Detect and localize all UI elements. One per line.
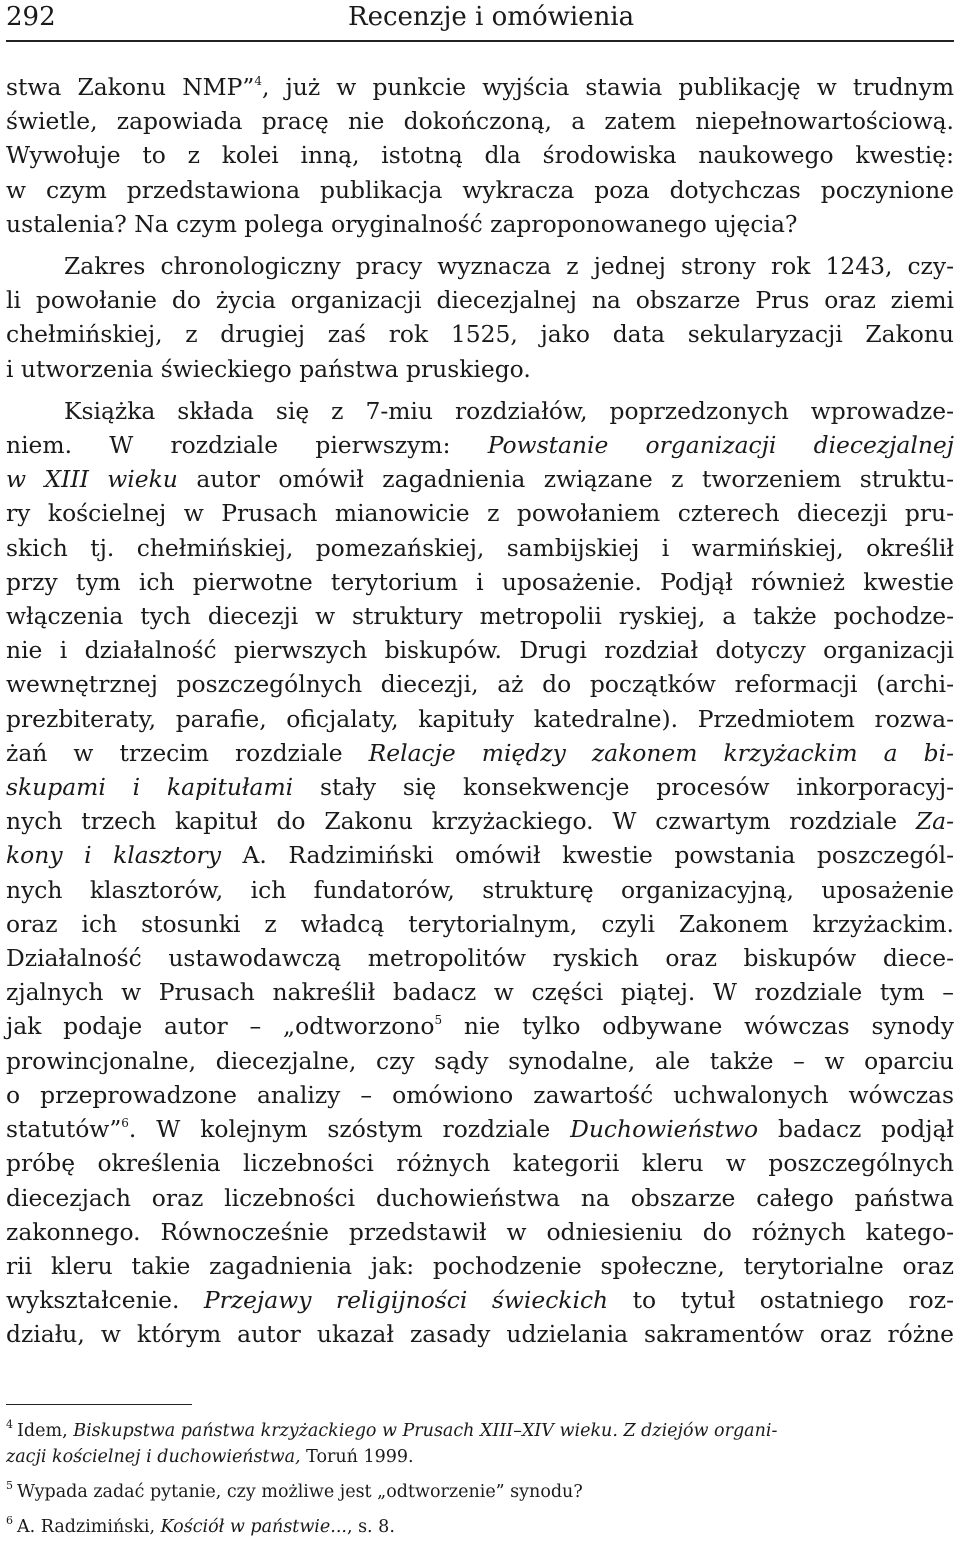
text-line bbox=[6, 838, 954, 872]
text-line: zjalnych w Prusach nakreślił badacz w części piątej. W rozdziale tym – bbox=[6, 978, 954, 1007]
text-line: włączenia tych diecezji w struktury metropolii ryskiej, a także pochodze- bbox=[6, 602, 954, 631]
text-line: skich tj. chełmińskiej, pomezańskiej, sambijskiej i warmińskiej, określił bbox=[6, 533, 954, 562]
body-text bbox=[6, 70, 954, 1352]
text-span: Wypada zadać pytanie, czy możliwe jest „odtworzenie” synodu? bbox=[17, 1482, 583, 1502]
text-span: Idem, bbox=[17, 1421, 74, 1441]
cited-title: Kościół w państwie... bbox=[160, 1517, 347, 1537]
footnote-6 bbox=[6, 1514, 954, 1540]
cited-title: Biskupstwa państwa krzyżackiego w Prusach XIII–XIV wieku. Z dziejów organi- bbox=[73, 1421, 778, 1441]
text-line bbox=[6, 770, 954, 804]
text-span: . W kolejnym szóstym rozdziale bbox=[128, 1115, 571, 1144]
text-span: wykształcenie. bbox=[6, 1286, 204, 1315]
text-line: Zakres chronologiczny pracy wyznacza z jednej strony rok 1243, czy- bbox=[64, 252, 954, 281]
chapter-title: Relacje między zakonem krzyżackim a bi- bbox=[368, 738, 954, 767]
text-line: prowincjonalne, diecezjalne, czy sądy synodalne, ale także – w oparciu bbox=[6, 1046, 954, 1075]
text-line: świetle, zapowiada pracę nie dokończoną, a zatem niepełnowartościową. bbox=[6, 107, 954, 136]
text-line: i utworzenia świeckiego państwa pruskiego. bbox=[6, 354, 531, 383]
text-span: statutów” bbox=[6, 1115, 122, 1144]
text-span: , s. 8. bbox=[346, 1517, 395, 1537]
text-line: przy tym ich pierwotne terytorium i uposażenie. Podjął również kwestie bbox=[6, 567, 954, 596]
text-line: chełmińskiej, z drugiej zaś rok 1525, jako data sekularyzacji Zakonu bbox=[6, 320, 954, 349]
text-span: nie tylko odbywane wówczas synody bbox=[442, 1012, 954, 1041]
text-line: prezbiteraty, parafie, oficjalaty, kapituły katedralne). Przedmiotem rozwa- bbox=[6, 704, 954, 733]
text-span: stały się konsekwencje procesów inkorporacyj- bbox=[293, 773, 954, 802]
text-span: Toruń 1999. bbox=[300, 1447, 414, 1467]
footnote-number: 5 bbox=[6, 1479, 13, 1492]
text-line bbox=[6, 428, 954, 462]
text-line: wewnętrznej poszczególnych diecezji, aż do początków reformacji (archi- bbox=[6, 670, 954, 699]
text-line bbox=[6, 804, 954, 838]
text-line: Wywołuje to z kolei inną, istotną dla środowiska naukowego kwestię: bbox=[6, 141, 954, 170]
text-span: niem. W rozdziale pierwszym: bbox=[6, 431, 488, 460]
text-span: jak podaje autor – „odtworzono bbox=[6, 1012, 435, 1041]
text-line: Działalność ustawodawczą metropolitów ryskich oraz biskupów diece- bbox=[6, 944, 954, 973]
footnote-4-cont bbox=[6, 1444, 954, 1470]
text-span: nych trzech kapituł do Zakonu krzyżackiego. W czwartym rozdziale bbox=[6, 807, 916, 836]
text-line: o przeprowadzone analizy – omówiono zawartość uchwalonych wówczas bbox=[6, 1080, 954, 1109]
page-header bbox=[6, 0, 954, 42]
text-line bbox=[6, 1283, 954, 1317]
text-span: badacz podjął bbox=[758, 1115, 954, 1144]
text-line: diecezjach oraz liczebności duchowieństwa na obszarze całego państwa bbox=[6, 1183, 954, 1212]
footnote-ref-6[interactable]: 6 bbox=[121, 1116, 129, 1131]
text-line: rii kleru takie zagadnienia jak: pochodzenie społeczne, terytorialne oraz bbox=[6, 1251, 954, 1280]
footnote-5 bbox=[6, 1479, 954, 1505]
text-span: to tytuł ostatniego roz- bbox=[608, 1286, 954, 1315]
chapter-title: Za- bbox=[915, 807, 954, 836]
text-line bbox=[6, 462, 954, 496]
chapter-title: Przejawy religijności świeckich bbox=[203, 1286, 609, 1315]
chapter-title: Powstanie organizacji diecezjalnej bbox=[487, 431, 954, 460]
paragraph-2 bbox=[6, 249, 954, 386]
text-line: nych klasztorów, ich fundatorów, strukturę organizacyjną, uposażenie bbox=[6, 875, 954, 904]
text-line bbox=[6, 1009, 954, 1043]
text-line bbox=[6, 70, 954, 104]
running-title: Recenzje i omówienia bbox=[348, 2, 635, 32]
footnote-divider bbox=[6, 1404, 192, 1405]
text-line: ry kościelnej w Prusach mianowicie z powołaniem czterech diecezji pru- bbox=[6, 499, 954, 528]
footnote-ref-5[interactable]: 5 bbox=[434, 1013, 443, 1028]
page-number: 292 bbox=[6, 2, 56, 32]
chapter-title: Duchowieństwo bbox=[570, 1115, 759, 1144]
text-span: , już w punkcie wyjścia stawia publikację w trudnym bbox=[261, 73, 954, 101]
text-line: nie i działalność pierwszych biskupów. Drugi rozdział dotyczy organizacji bbox=[6, 636, 954, 665]
text-line bbox=[6, 1112, 954, 1146]
chapter-title: skupami i kapitułami bbox=[6, 773, 294, 802]
footnote-ref-4[interactable]: 4 bbox=[254, 74, 262, 88]
text-span: A. Radzimiński omówił kwestie powstania poszczegól- bbox=[220, 841, 954, 870]
text-span: autor omówił zagadnienia związane z tworzeniem struktu- bbox=[177, 465, 954, 494]
text-line: ustalenia? Na czym polega oryginalność zaproponowanego ujęcia? bbox=[6, 209, 798, 238]
footnote-4 bbox=[6, 1418, 954, 1444]
text-line: w czym przedstawiona publikacja wykracza poza dotychczas poczynione bbox=[6, 175, 954, 204]
footnote-number: 4 bbox=[6, 1418, 13, 1431]
text-line: działu, w którym autor ukazał zasady udzielania sakramentów oraz różne bbox=[6, 1320, 954, 1349]
paragraph-3 bbox=[6, 394, 954, 1352]
footnotes bbox=[6, 1418, 954, 1540]
text-line bbox=[6, 736, 954, 770]
paragraph-1 bbox=[6, 70, 954, 241]
chapter-title: kony i klasztory bbox=[6, 841, 221, 870]
text-line: próbę określenia liczebności różnych kategorii kleru w poszczególnych bbox=[6, 1149, 954, 1178]
text-span: żań w trzecim rozdziale bbox=[6, 738, 369, 767]
footnote-number: 6 bbox=[6, 1514, 13, 1527]
text-span: A. Radzimiński, bbox=[17, 1517, 161, 1537]
text-line: li powołanie do życia organizacji diecezjalnej na obszarze Prus oraz ziemi bbox=[6, 286, 954, 315]
text-span: stwa Zakonu NMP” bbox=[6, 73, 255, 101]
text-line: Książka składa się z 7-miu rozdziałów, poprzedzonych wprowadze- bbox=[64, 396, 954, 425]
chapter-title: w XIII wieku bbox=[6, 465, 178, 494]
text-line: zakonnego. Równocześnie przedstawił w odniesieniu do różnych katego- bbox=[6, 1217, 954, 1246]
text-line: oraz ich stosunki z władcą terytorialnym, czyli Zakonem krzyżackim. bbox=[6, 909, 954, 938]
cited-title: zacji kościelnej i duchowieństwa, bbox=[6, 1447, 301, 1467]
